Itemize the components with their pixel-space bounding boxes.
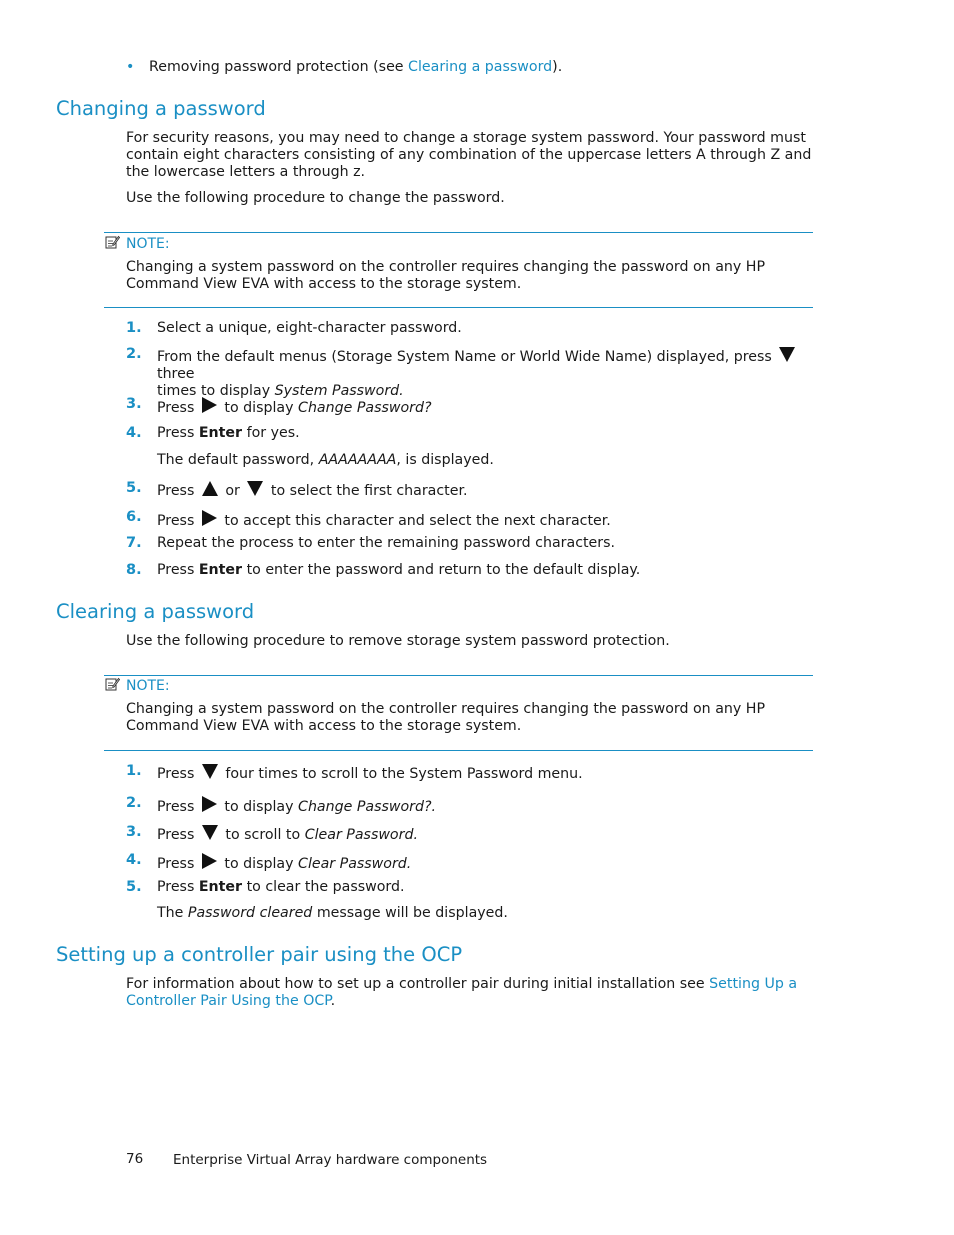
- section-heading-clearing: Clearing a password: [56, 600, 255, 623]
- note-text: Changing a system password on the controller requires changing the password on any HP Command View EVA with access to the storage system.: [126, 259, 766, 292]
- up-arrow-button-icon: [201, 480, 219, 497]
- note-pencil-icon: [105, 677, 120, 692]
- paragraph: Use the following procedure to remove storage system password protection.: [126, 633, 670, 649]
- note-top-rule: [104, 675, 813, 676]
- down-arrow-button-icon: [778, 346, 796, 363]
- bullet-mark: •: [126, 59, 135, 75]
- down-arrow-button-icon: [201, 824, 219, 841]
- paragraph: For information about how to set up a controller pair during initial installation see Setting Up a Controller Pair Using the OCP.: [126, 976, 798, 1009]
- note-bottom-rule: [104, 750, 813, 751]
- right-arrow-button-icon: [201, 795, 218, 813]
- paragraph: For security reasons, you may need to change a storage system password. Your password must contain eight characters consisting of any combination of the uppercase letters A through Z and the lowercase letters a through z.: [126, 130, 812, 180]
- note-label: NOTE:: [126, 678, 170, 694]
- setting-up-controller-pair-link[interactable]: Setting Up a Controller Pair Using the OCP: [126, 976, 798, 1009]
- note-pencil-icon: [105, 235, 120, 250]
- note-text: Changing a system password on the controller requires changing the password on any HP Command View EVA with access to the storage system.: [126, 701, 766, 734]
- clearing-password-link[interactable]: Clearing a password: [408, 59, 553, 75]
- note-bottom-rule: [104, 307, 813, 308]
- step-subtext: The default password, AAAAAAAA, is displayed.: [157, 452, 494, 468]
- down-arrow-button-icon: [246, 480, 264, 497]
- note-top-rule: [104, 232, 813, 233]
- section-heading-ocp: Setting up a controller pair using the OCP: [56, 943, 463, 966]
- down-arrow-button-icon: [201, 763, 219, 780]
- page-number: 76: [126, 1151, 144, 1167]
- right-arrow-button-icon: [201, 852, 218, 870]
- right-arrow-button-icon: [201, 396, 218, 414]
- note-label: NOTE:: [126, 236, 170, 252]
- step-subtext: The Password cleared message will be displayed.: [157, 905, 508, 921]
- section-heading-changing: Changing a password: [56, 97, 266, 120]
- paragraph: Use the following procedure to change the password.: [126, 190, 505, 206]
- footer-title: Enterprise Virtual Array hardware components: [173, 1152, 488, 1168]
- intro-bullet: • Removing password protection (see Clearing a password).: [126, 59, 563, 75]
- bullet-text: Removing password protection (see: [149, 59, 409, 75]
- right-arrow-button-icon: [201, 509, 218, 527]
